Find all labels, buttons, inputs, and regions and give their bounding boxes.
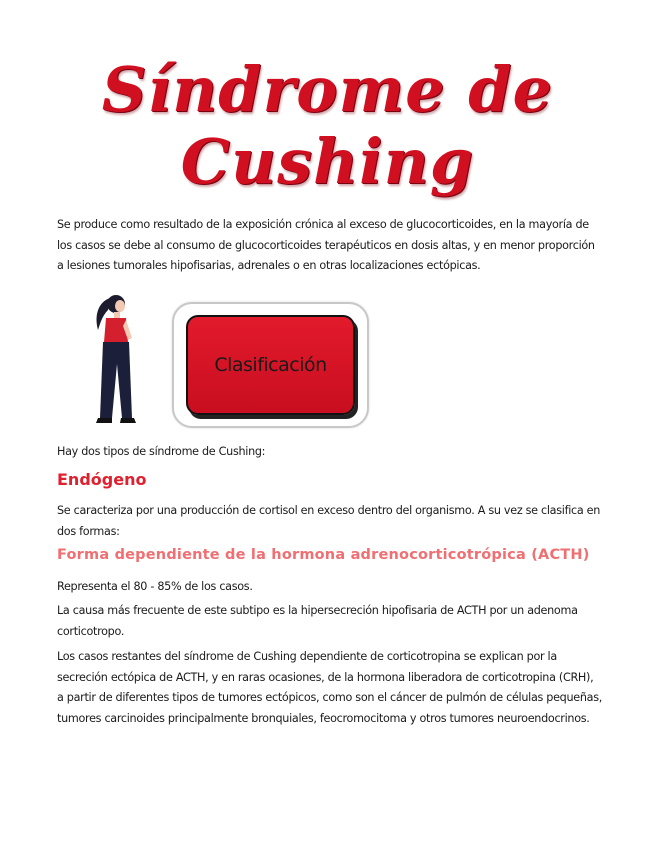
shoe-left [96, 418, 112, 423]
acth-paragraph-3: Los casos restantes del síndrome de Cushing dependiente de corticotropina se explican por la secreción ectópica de ACTH, y en raras ocasiones, de la hormona liberadora de corticotropina (CRH), a partir de diferentes tipos de tumores ectópicos, como son el cáncer de pulmón de células pequeñas, tumores carcinoides principalmente bronquiales, feocromocitoma y otros tumores neuroendocrinos. [57, 650, 602, 725]
torso-shirt [104, 318, 128, 342]
endogenous-description: Se caracteriza por una producción de cortisol en exceso dentro del organismo. A su vez se clasifica en dos formas: [57, 504, 601, 538]
types-intro: Hay dos tipos de síndrome de Cushing: [57, 445, 266, 458]
acth-form-heading: Forma dependiente de la hormona adrenocorticotrópica (ACTH) [57, 547, 590, 563]
woman-illustration [88, 290, 148, 430]
acth-paragraph-2: La causa más frecuente de este subtipo es la hipersecreción hipofisaria de ACTH por un adenoma corticotropo. [57, 604, 578, 638]
endogenous-heading: Endógeno [57, 470, 147, 489]
shoe-right [120, 418, 136, 423]
intro-paragraph: Se produce como resultado de la exposición crónica al exceso de glucocorticoides, en la mayoría de los casos se debe al consumo de glucocorticoides terapéuticos en dosis altas, y en menor proporción a lesiones tumorales hipofisarias, adrenales o en otras localizaciones ectópicas. [57, 218, 595, 272]
page-title-line-1: Síndrome de [101, 53, 554, 126]
face [115, 300, 125, 312]
pants [100, 342, 132, 418]
acth-paragraph-1: Representa el 80 - 85% de los casos. [57, 580, 253, 593]
neck [114, 312, 120, 318]
classification-button-label: Clasificación [214, 354, 327, 376]
classification-button[interactable] [186, 315, 355, 415]
page-title-line-2: Cushing [180, 125, 475, 198]
